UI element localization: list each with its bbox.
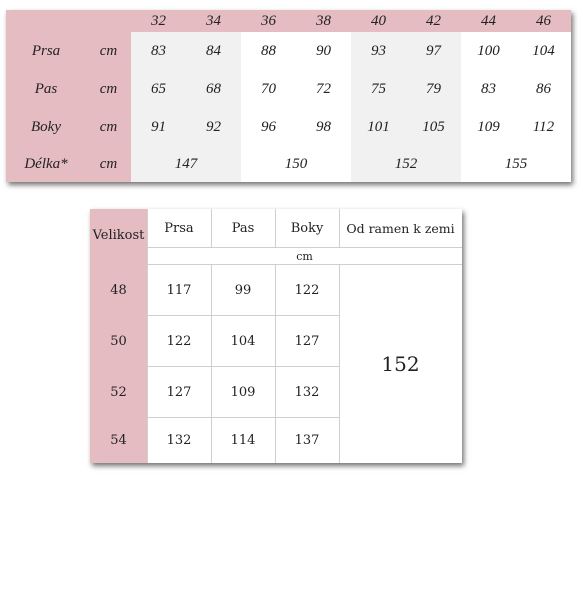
table-cell: 104 [230, 333, 256, 349]
size-header: 42 [406, 10, 461, 32]
table-row [6, 32, 571, 70]
table-cell: 100 [461, 32, 516, 70]
row-label: Boky [6, 108, 86, 146]
size-header: 36 [241, 10, 296, 32]
length-value: 152 [381, 352, 420, 376]
size-label: 52 [110, 384, 127, 400]
size-header-row [6, 10, 571, 32]
table-cell: 132 [166, 433, 192, 448]
table-cell: 86 [516, 70, 571, 108]
table-cell: 122 [166, 333, 192, 349]
row-label: Délka* [6, 146, 86, 182]
grid-line [147, 366, 339, 367]
table-cell: 84 [186, 32, 241, 70]
table-cell: 150 [241, 146, 351, 182]
table-cell: 127 [294, 333, 320, 349]
row-label: Pas [6, 70, 86, 108]
table-cell: 127 [166, 384, 192, 400]
table-cell: 72 [296, 70, 351, 108]
grid-line [339, 209, 340, 248]
table-cell: 109 [230, 384, 256, 400]
header-corner [6, 10, 131, 32]
size-header: 40 [351, 10, 406, 32]
grid-line [211, 209, 212, 248]
size-header: 34 [186, 10, 241, 32]
grid-line [275, 264, 276, 463]
table-cell: 105 [406, 108, 461, 146]
row-label: Prsa [6, 32, 86, 70]
table-cell: 109 [461, 108, 516, 146]
table-cell: 137 [294, 433, 320, 448]
table-cell: 83 [461, 70, 516, 108]
grid-line [147, 417, 339, 418]
table-cell: 65 [131, 70, 186, 108]
table-cell: 132 [294, 384, 320, 400]
row-unit: cm [86, 32, 131, 70]
size-label: 48 [110, 282, 127, 298]
grid-line [147, 247, 462, 248]
table-cell: 147 [131, 146, 241, 182]
table-cell: 92 [186, 108, 241, 146]
table-cell: 104 [516, 32, 571, 70]
table-row [6, 108, 571, 146]
table-cell: 114 [230, 433, 256, 448]
grid-line [275, 209, 276, 248]
table-cell: 152 [351, 146, 461, 182]
column-header: Pas [231, 220, 255, 236]
table-cell: 97 [406, 32, 461, 70]
size-header: 32 [131, 10, 186, 32]
grid-line [147, 264, 462, 265]
table-cell: 88 [241, 32, 296, 70]
table-cell: 112 [516, 108, 571, 146]
table-cell: 70 [241, 70, 296, 108]
grid-line [211, 264, 212, 463]
table-cell: 155 [461, 146, 571, 182]
column-header: Od ramen k zemi [346, 220, 455, 236]
row-unit: cm [86, 108, 131, 146]
table-cell: 117 [166, 282, 192, 298]
table-cell: 122 [294, 282, 320, 298]
table-cell: 83 [131, 32, 186, 70]
row-unit: cm [86, 70, 131, 108]
size-label: 50 [110, 333, 127, 349]
table-cell: 99 [234, 282, 252, 298]
table-cell: 90 [296, 32, 351, 70]
table-row [6, 70, 571, 108]
size-label: 54 [110, 433, 127, 448]
table-cell: 79 [406, 70, 461, 108]
grid-line [339, 264, 340, 463]
plus-size-table [90, 209, 462, 463]
table-cell: 91 [131, 108, 186, 146]
table-cell: 101 [351, 108, 406, 146]
size-chart-table [6, 10, 571, 182]
size-header: 38 [296, 10, 351, 32]
grid-line [147, 315, 339, 316]
row-unit: cm [86, 146, 131, 182]
size-header: 46 [516, 10, 571, 32]
unit-label: cm [296, 249, 313, 263]
table-cell: 98 [296, 108, 351, 146]
corner-label: Velikost [92, 227, 145, 243]
column-header: Boky [290, 220, 324, 236]
table-cell: 96 [241, 108, 296, 146]
table-row-length [6, 146, 571, 182]
table-cell: 68 [186, 70, 241, 108]
column-header: Prsa [164, 220, 194, 236]
size-header: 44 [461, 10, 516, 32]
table-cell: 75 [351, 70, 406, 108]
table-cell: 93 [351, 32, 406, 70]
